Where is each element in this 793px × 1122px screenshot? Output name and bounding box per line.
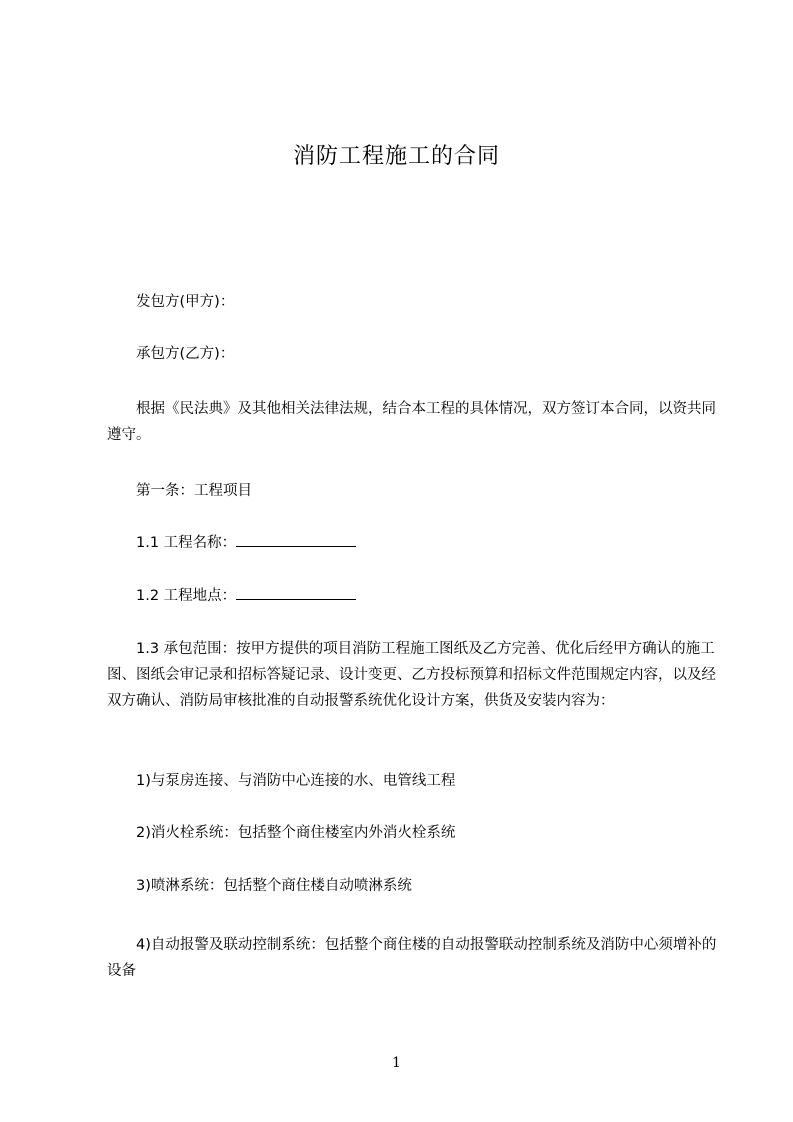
article-1-heading: 第一条：工程项目 — [136, 483, 252, 499]
party-a-line: 发包方(甲方)： — [136, 294, 235, 310]
project-location-blank — [236, 585, 356, 600]
project-name-label: 1.1 工程名称： — [136, 535, 237, 551]
scope-item-2: 2)消火栓系统：包括整个商住楼室内外消火栓系统 — [136, 825, 456, 841]
project-location-label: 1.2 工程地点： — [136, 588, 237, 604]
project-location-line — [107, 583, 717, 609]
document-title: 消防工程施工的合同 — [292, 144, 500, 169]
page-number: 1 — [392, 1055, 401, 1071]
party-b-line: 承包方(乙方)： — [136, 346, 235, 362]
scope-item-1: 1)与泵房连接、与消防中心连接的水、电管线工程 — [136, 773, 456, 789]
scope-item-4: 4)自动报警及联动控制系统：包括整个商住楼的自动报警联动控制系统及消防中心须增补的设备 — [107, 937, 717, 979]
preamble-paragraph: 根据《民法典》及其他相关法律法规，结合本工程的具体情况，双方签订本合同，以资共同遵守。 — [107, 401, 716, 443]
project-name-blank — [236, 532, 356, 547]
project-name-line — [107, 530, 717, 556]
scope-item-3: 3)喷淋系统：包括整个商住楼自动喷淋系统 — [136, 878, 412, 894]
scope-paragraph: 1.3 承包范围：按甲方提供的项目消防工程施工图纸及乙方完善、优化后经甲方确认的施工图、图纸会审记录和招标答疑记录、设计变更、乙方投标预算和招标文件范围规定内容，以及经双方确认、消防局审核批准的自动报警系统优化设计方案，供货及安装内容为： — [107, 641, 716, 709]
